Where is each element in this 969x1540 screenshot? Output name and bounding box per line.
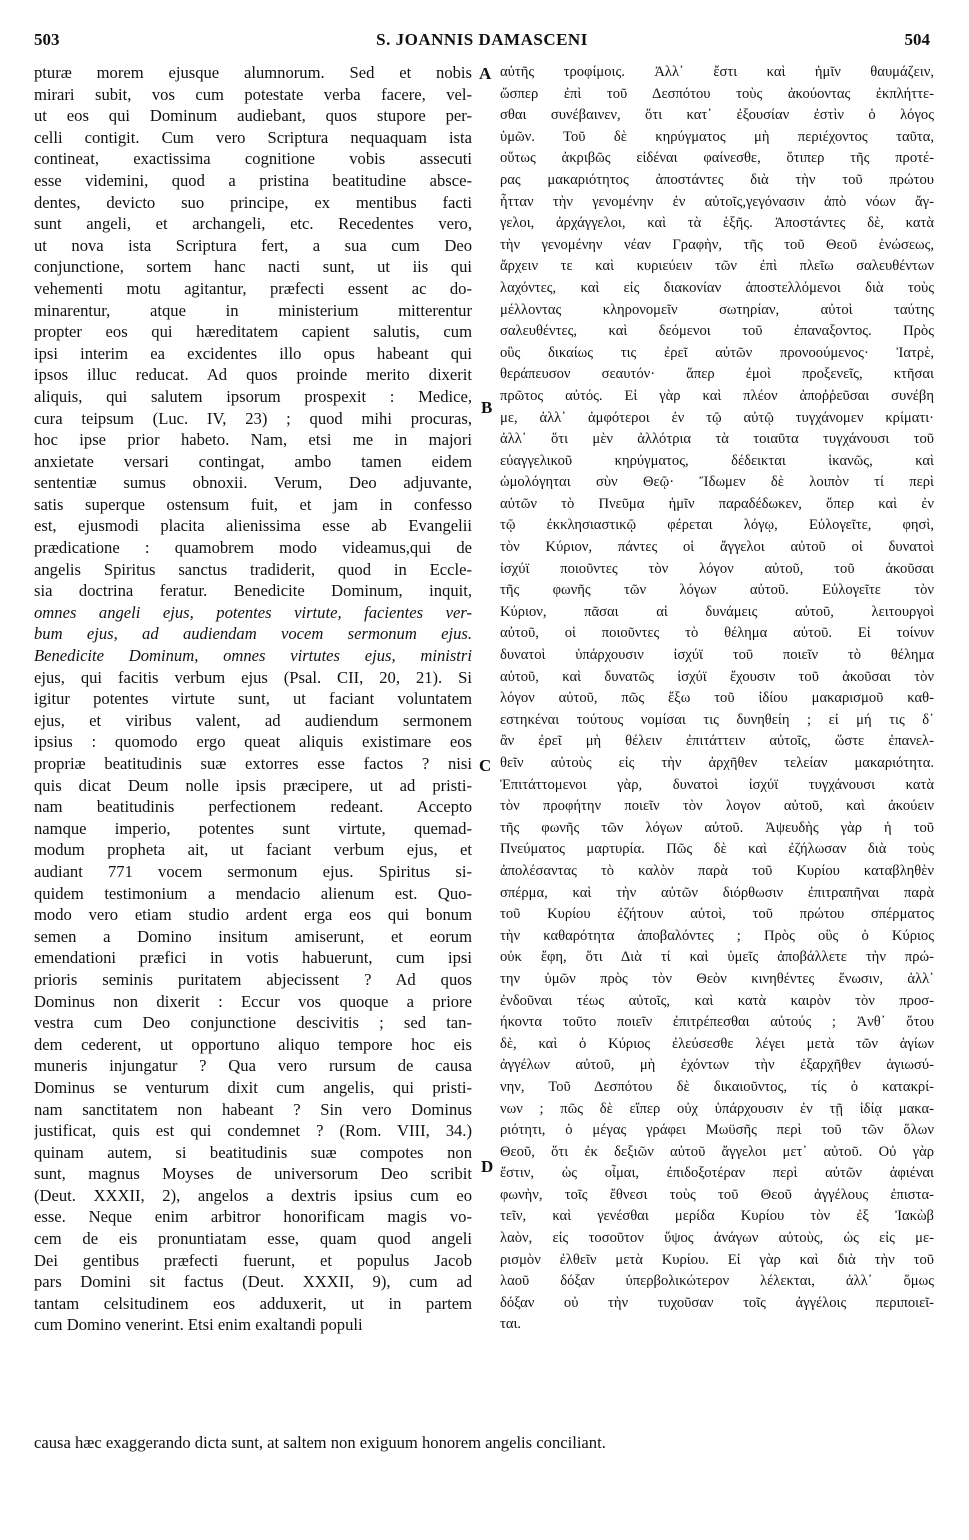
latin-line: Dominus se venturum dixit cum angelis, qui pristi- — [34, 1077, 472, 1097]
latin-column — [34, 62, 472, 1336]
page-number-left: 503 — [34, 30, 60, 49]
greek-line: τῷ ἐκκλησιαστικῷ φέρεται λόγῳ, Εὐλογεῖτε, φησὶ, — [500, 517, 934, 534]
latin-line: ejus, qui facitis verbum ejus (Psal. CII, 20, 21). Si — [34, 667, 472, 687]
greek-line: λαχόντες, καὶ εἰς διακονίαν ἀποστελλόμενοι διὰ τοὺς — [500, 279, 934, 296]
latin-line: angelis Spiritus sanctus tradiderit, quod in Eccle- — [34, 559, 472, 579]
latin-line: minarentur, atque in ministerium mitterentur — [34, 300, 472, 320]
latin-line: ejus, et viribus valent, ad audiendum sermonem — [34, 710, 472, 730]
latin-line: nam beatitudinis perfectionem redeant. Accepto — [34, 797, 472, 817]
latin-line: dem cederent, ut opportuno aliquo tempore hoc eis — [34, 1034, 472, 1054]
latin-line: propter eos qui hæreditatem capient salutis, cum — [34, 322, 472, 342]
latin-line: tantam celsitudinem eos adduxerit, ut in partem — [34, 1293, 472, 1313]
greek-line: αὐτῶν τὸ Πνεῦμα ἡμῖν παραδέδωκεν, ὅπερ καὶ ἐν — [500, 495, 934, 512]
latin-line: sia doctrina feratur. Benedicite Dominum, inquit, — [34, 581, 472, 601]
greek-line: αὐτοῦ, οἱ ποιοῦντες τὸ θέλημα αὐτοῦ. Εἰ τοίνυν — [500, 625, 934, 642]
greek-line: οὓς δικαίως τις ἐρεῖ αὐτῶν προνοούμενος· Ἰατρὲ, — [500, 344, 934, 361]
latin-line: satis superque ostensum fuit, et jam in confesso — [34, 494, 472, 514]
greek-line: ὡμολόγηται σὺν Θεῷ· Ἴδωμεν δὲ λοιπὸν τί περὶ — [500, 474, 934, 491]
latin-line: conjunctione, sortem hanc nacti sunt, ut iis qui — [34, 257, 472, 277]
latin-line: quinam autem, si beatitudinis suæ compotes non — [34, 1142, 472, 1162]
greek-line: τῆς φωνῆς τῶν λόγων αὐτοῦ. Εὐλογεῖτε τὸν — [500, 582, 934, 599]
greek-line: ρισμὸν ἐλθεῖν μετὰ Κυρίου. Εἰ γὰρ καὶ διὰ τὴν τοῦ — [500, 1251, 934, 1268]
latin-line: mirari subit, vos cum potestate verba facere, vel- — [34, 84, 472, 104]
latin-line: nam sanctitatem non habeant ? Sin vero Dominus — [34, 1099, 472, 1119]
latin-line: pars Domini sit factus (Deut. XXXII, 9), cum ad — [34, 1272, 472, 1292]
latin-line: contineat, exactissima cognitione vobis assecuti — [34, 149, 472, 169]
greek-line: δυνατοὶ ὑπάρχουσιν ἰσχύϊ τοῦ ποιεῖν τὸ θέλημα — [500, 647, 934, 664]
greek-line: ἀλλ᾽ ὅτι μὲν ἀλλότρια τὰ τοιαῦτα τυγχάνουσι τοῦ — [500, 431, 934, 448]
section-marker-d: D — [481, 1157, 494, 1176]
greek-line: λόγον αὐτοῦ, πῶς ἔξω τοῦ ἰδίου μακαρισμοῦ καθ- — [500, 690, 934, 707]
latin-line: modo vero etiam studio ardent erga eos qui bonum — [34, 905, 472, 925]
greek-line: ριότητι, ὁ μέγας γράφει Μωϋσῆς περὶ τοῦ τῶν ὅλων — [500, 1122, 934, 1139]
greek-line: λαὸν, εἰς τοσοῦτον ὕψος ἀνάγων αὐτοὺς, ὡς εἰς με- — [500, 1230, 934, 1247]
latin-line: cura teipsum (Luc. IV, 23) ; quod mihi procuras, — [34, 408, 472, 428]
greek-line: σθαι συνέβαινεν, ὅτι κατ᾽ ἐξουσίαν ἐστὶν ὁ λόγος — [500, 107, 934, 124]
greek-line: σαλευθέντες, καὶ δεόμενοι τοῦ ἐπαναξοντος. Πρὸς — [500, 323, 934, 340]
latin-line: esse videmini, quod a pristina beatitudine absce- — [34, 170, 472, 190]
greek-line: μέλλοντας κληρονομεῖν σωτηρίαν, αὐτοὶ ταύτης — [500, 301, 934, 318]
latin-line: (Deut. XXXII, 2), angelos a dextris ipsius cum eo — [34, 1185, 472, 1205]
section-marker-a: A — [479, 64, 492, 83]
greek-line: τῆς φωνῆς τῶν λόγων αὐτοῦ. Ἀψευδὴς γὰρ ἡ τοῦ — [500, 819, 934, 836]
latin-line: hoc ipse prior habeto. Nam, etsi me in majori — [34, 430, 472, 450]
latin-line: semen a Domino insitum amiserunt, et eorum — [34, 926, 472, 946]
greek-line: Πνεύματος μαρτυρία. Πῶς δὲ καὶ ἐζήλωσαν διὰ τοὺς — [500, 841, 934, 858]
greek-line: ἰσχύϊ ποιοῦντες τὸν λόγον αὐτοῦ, τοῦ ἀκοῦσαι — [500, 560, 934, 577]
latin-line: igitur potentes virtute sunt, ut faciant voluntatem — [34, 689, 472, 709]
greek-line: πρῶτος αὐτός. Εἰ γὰρ καὶ πλέον ἀποῤῥεῦσαι συνέβη — [500, 387, 934, 404]
greek-line: ἔστιν, ὡς οἶμαι, ἐπιδοξοτέραν περὶ αὐτῶν ἀφιέναι — [500, 1165, 934, 1182]
latin-line: namque imperio, potentes sunt virtute, quemad- — [34, 818, 472, 838]
greek-line: γελοι, ἀρχάγγελοι, καὶ τὰ ἑξῆς. Ἀποστάντες δὲ, κατὰ — [500, 215, 934, 232]
closing-line: causa hæc exaggerando dicta sunt, at saltem non exiguum honorem angelis conciliant. — [34, 1433, 606, 1452]
greek-line: λαοῦ δόξαν ὑπερβολικώτερον λέλεκται, ἀλλ᾽ ὅμως — [500, 1273, 934, 1290]
latin-line: ipsi interim ea excidentes illo opus habeant qui — [34, 343, 472, 363]
greek-line: ἀπολέσαντας τὸ καλὸν παρὰ τοῦ Κυρίου καταβληθὲν — [500, 862, 934, 879]
greek-line: σπέρμα, καὶ τὴν αὐτῶν διόρθωσιν ἐπιτραπῆναι παρὰ — [500, 884, 934, 901]
greek-line: ται. — [500, 1316, 522, 1333]
latin-line: audiant 771 vocem sermonum ejus. Spiritus si- — [34, 861, 472, 881]
greek-line: Θεοῦ, ὅτι ἐκ δεξιῶν αὐτοῦ ἄγγελοι μετ᾽ αὐτοῦ. Οὐ γὰρ — [500, 1143, 934, 1160]
latin-line: ipsius : quomodo ergo queat aliquis existimare eos — [34, 732, 472, 752]
latin-line: propriæ beatitudinis suæ extorres esse factos ? nisi — [34, 754, 472, 773]
latin-line: aliquis, qui salutem ipsorum prospexit : Medice, — [34, 386, 472, 406]
latin-line: dentes, devicto suo principe, ex mentibus facti — [34, 192, 472, 212]
section-marker-c: C — [479, 756, 492, 775]
greek-line: ήκοντα τοῦτο ποιεῖν ἐπιτρέπεσθαι αὐτούς ; Ἀνθ᾽ ὅτου — [500, 1014, 934, 1031]
greek-line: ὥσπερ ἐπὶ τοῦ Δεσπότου τοὺς ἀκούοντας ἐκπλήττε- — [500, 85, 934, 102]
greek-line: ὑμῶν. Τοῦ δὲ κηρύγματος μὴ περιέχοντος ταῦτα, — [500, 128, 934, 145]
greek-line: ἂν ἐρεῖ μὴ θέλειν ἐπιτάττειν αὐτοῖς, ὥστε ἐπανελ- — [500, 733, 934, 750]
greek-line: ρας μακαριότητος ἀποστάντες διὰ τὴν τοῦ πρώτου — [500, 171, 934, 188]
running-title: S. JOANNIS DAMASCENI — [376, 30, 588, 49]
latin-line: Dei gentibus præfecti fuerunt, et populus Jacob — [34, 1250, 472, 1270]
section-marker-b: B — [481, 398, 493, 417]
latin-line: prioris seminis puritatem abjecissent ? Ad quos — [34, 969, 472, 989]
greek-line: δὲ, καὶ ὁ Κύριος ἐλεύσεσθε λέγει μετὰ τῶν ἁγίων — [500, 1035, 934, 1052]
latin-line: emendationi præfici in votis habuerunt, cum ipsi — [34, 948, 472, 968]
greek-line: δόξαν οὐ τὴν τυχοῦσαν τοῖς ἀγγέλοις περιποιεῖ- — [500, 1294, 934, 1311]
greek-column — [500, 62, 934, 1336]
greek-line: ἐνδοῦναι τέως αὐτοῖς, καὶ κατὰ καιρὸν τὸν προσ- — [500, 992, 934, 1009]
latin-line: ut eos qui Dominum audiebant, quos stupore per- — [34, 106, 472, 126]
greek-line: τεῖν, καὶ γενέσθαι μερίδα Κυρίου τὸν ἐξ Ἰακὼβ — [500, 1208, 934, 1225]
latin-line: ipsos illuc reducat. Ad quos proinde merito dixerit — [34, 365, 472, 385]
latin-line: sunt, magnus Moyses de universorum Deo scribit — [34, 1164, 472, 1184]
latin-line: muneris injungatur ? Qua vero rursum de causa — [34, 1056, 472, 1076]
greek-line: Ἐπιτάττομενοι γὰρ, δυνατοὶ ἰσχύϊ τυγχάνουσι κατὰ — [500, 776, 934, 793]
greek-line: τὸν Κύριον, πάντες οἱ ἄγγελοι αὐτοῦ οἱ δυνατοὶ — [500, 539, 934, 556]
greek-line: εστηκέναι τούτους νομίσαι τις δυνηθείη ; εἰ μή τις δ᾽ — [500, 711, 934, 728]
latin-line: quidem testimonium a mendacio alienum est. Quo- — [34, 883, 472, 903]
latin-line: anxietate versari contingat, ambo tamen eidem — [34, 451, 472, 471]
latin-line: sententiæ sumus obnoxii. Verum, Deo adjuvante, — [34, 473, 472, 493]
greek-line: θεράπευσον σεαυτόν· ἅπερ ἐμοὶ προξενεῖς, κτῆσαι — [500, 366, 934, 383]
greek-line: ἀγγέλων αὐτοῦ, μὴ ἐχόντων τὴν ἐξαρχῆθεν ἁγιωσύ- — [500, 1057, 934, 1074]
latin-line: cem de eis pronuntiatam esse, quam quod angeli — [34, 1229, 472, 1249]
greek-line: νην, Τοῦ Δεσπότου δὲ δικαιοῦντος, τίς ὁ κατακρί- — [500, 1078, 934, 1095]
greek-line: φωνὴν, τοῖς ἔθνεσι τοὺς τοῦ Θεοῦ ἀγγέλους ἐπιστα- — [500, 1186, 934, 1203]
greek-line: την ὑμῶν πρὸς τὸν Θεὸν κινηθέντες ἕνωσιν, ἀλλ᾽ — [500, 970, 934, 987]
latin-line: esse. Neque enim arbitror honorificam magis vo- — [34, 1207, 472, 1227]
page-header — [34, 30, 930, 54]
greek-line: ἄρχειν τε καὶ κυριεύειν τῶν ἐπὶ πλεῖω σαλευθέντων — [500, 258, 934, 275]
greek-line: τὸν προφήτην ποιεῖν τὸν λογον αὐτοῦ, καὶ ἀκούειν — [500, 798, 934, 815]
greek-line: με, ἀλλ᾽ ἀμφότεροι ἐν τῷ αὐτῷ τυγχάνομεν κρίματι· — [500, 409, 934, 426]
latin-line: est, ejusmodi placita alienissima esse ab Evangelii — [34, 516, 472, 536]
latin-line: Dominus non dixerit : Eccur vos quoque a priore — [34, 991, 472, 1011]
greek-line: Κύριον, πᾶσαι αἱ δυνάμεις αὐτοῦ, λειτουργοὶ — [500, 603, 934, 620]
greek-line: οὕτως ἀκριβῶς εἰδέναι φαίνεσθε, ὅτιπερ τῆς προτέ- — [500, 150, 934, 167]
latin-line: modum propheta ait, ut faciant verbum ejus, et — [34, 840, 472, 860]
greek-line: τοῦ Κυρίου ἐζήτουν αὐτοὶ, τοῦ πρώτου σπέρματος — [500, 906, 934, 923]
latin-line: pturæ morem ejusque alumnorum. Sed et nobis — [34, 63, 472, 82]
latin-line: prædicatione : quamobrem modo videamus,qui de — [34, 538, 472, 558]
latin-line: quis dicat Deum nolle ipsis præcipere, ut ad pristi- — [34, 775, 472, 795]
latin-line: bum ejus, ad audiendam vocem sermonum ejus. — [34, 624, 472, 644]
latin-line: ut nova ista Scriptura fert, a sua cum Deo — [34, 235, 472, 255]
latin-line: justificat, quis est qui condemnet ? (Rom. VIII, 34.) — [34, 1121, 472, 1141]
latin-line: cum Domino venerint. Etsi enim exaltandi populi — [34, 1315, 363, 1335]
greek-line: τὴν γενομένην νέαν Γραφὴν, τῆς τοῦ Θεοῦ ἑνώσεως, — [500, 236, 934, 253]
greek-line: εὐαγγελικοῦ κηρύγματος, δέδεικται ἱκανῶς, καὶ — [500, 452, 934, 469]
latin-line: omnes angeli ejus, potentes virtute, facientes ver- — [34, 602, 472, 622]
latin-line: celli contigit. Cum vero Scriptura nequaquam ista — [34, 127, 472, 147]
greek-line: θεῖν αὐτοὺς εἰς τὴν ἀρχῆθεν τελείαν μακαριότητα. — [500, 755, 934, 771]
greek-line: οὐκ ἔφη, ὅτι Διὰ τί καὶ ὑμεῖς ἀποβάλλετε τὴν πρώ- — [500, 949, 934, 966]
greek-line: νων ; πῶς δὲ εἴπερ οὐχ ὑπάρχουσιν ἐν τῇ ἰδίᾳ μακα- — [500, 1100, 934, 1117]
greek-line: αὐτοῦ, καὶ δυνατῶς ἰσχύϊ ἔχουσιν τοῦ ἀκοῦσαι τὸν — [500, 668, 934, 685]
latin-line: sunt angeli, et archangeli, etc. Recedentes vero, — [34, 214, 472, 234]
page-number-right: 504 — [904, 30, 930, 49]
greek-line: ἧτταν τὴν γενομένην ἐν αὐτοῖς,γεγόνασιν ἀπὸ νόων ἄγ- — [500, 193, 934, 210]
greek-line: τὴν καθαρότητα ἀποβαλόντες ; Πρὸς οὓς ὁ Κύριος — [500, 927, 934, 944]
latin-line: vestra cum Deo conjunctione descivitis ; sed tan- — [34, 1013, 472, 1033]
greek-line: αὐτῆς τροφίμοις. Ἀλλ᾽ ἔστι καὶ ἡμῖν θαυμάζειν, — [500, 64, 934, 80]
latin-line: Benedicite Dominum, omnes virtutes ejus, ministri — [34, 646, 472, 666]
latin-line: vehementi motu agitantur, præfecti essent ac do- — [34, 278, 472, 298]
